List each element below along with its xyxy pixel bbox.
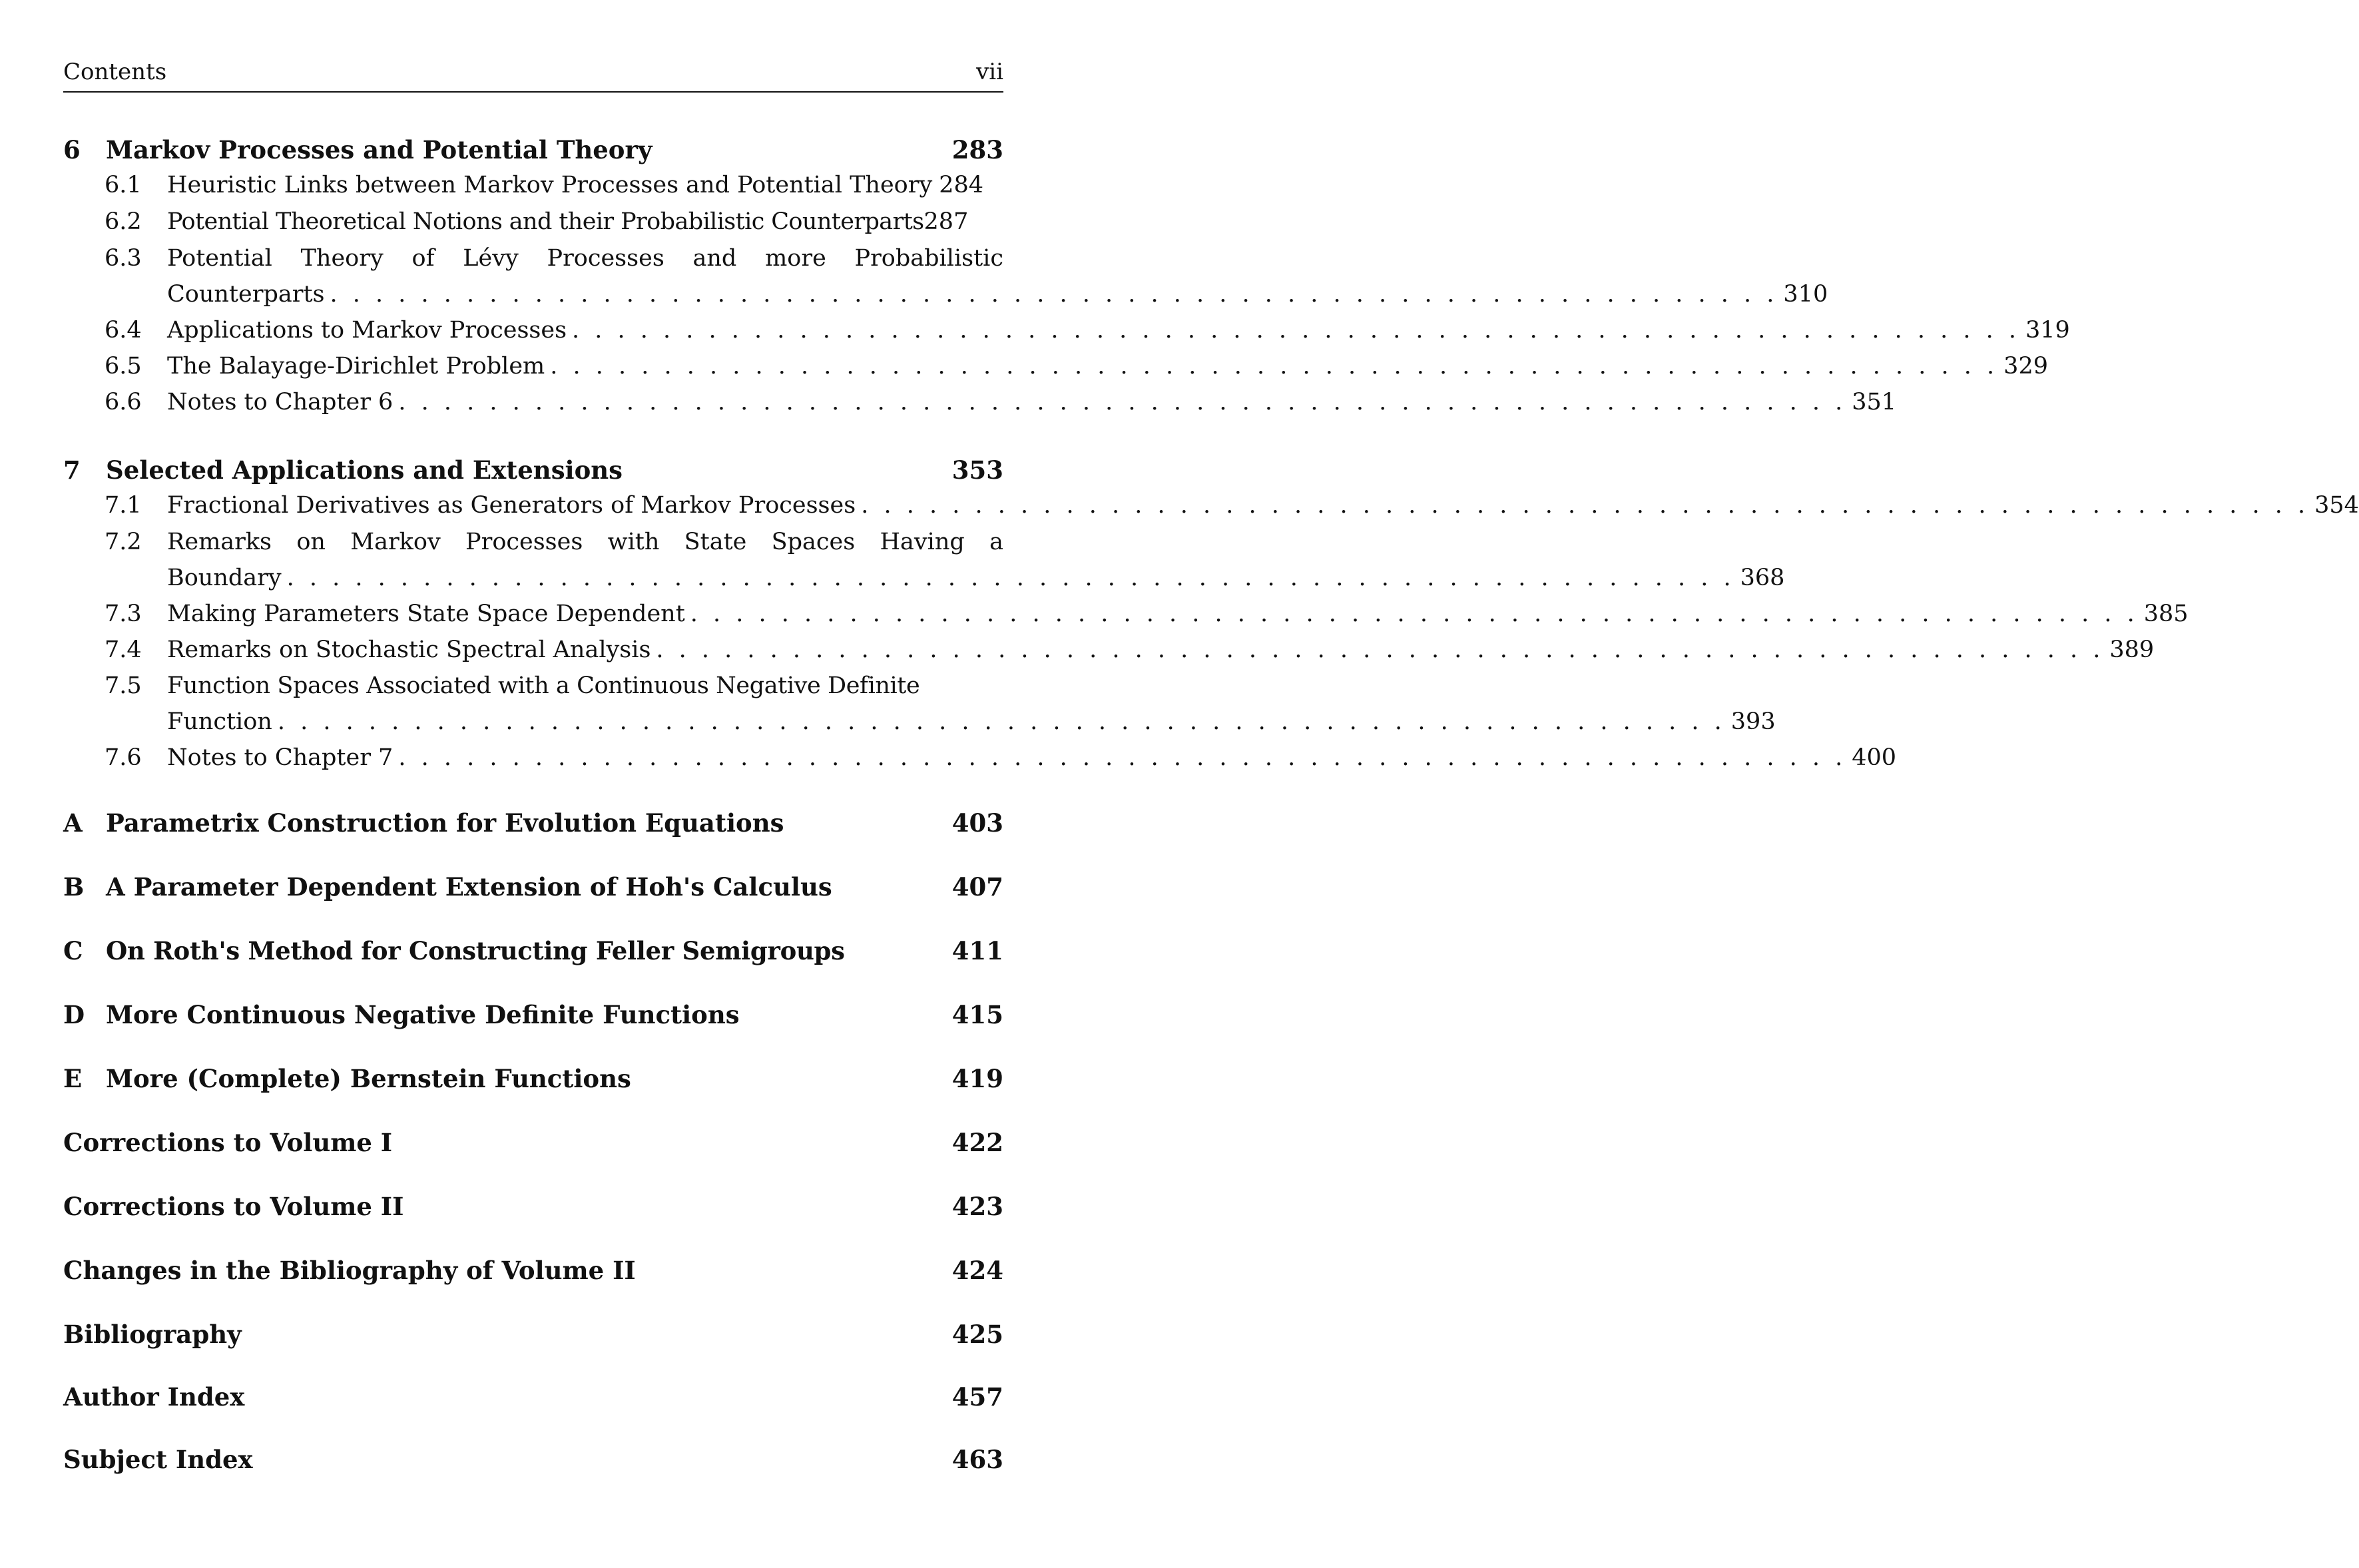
section-page: 310 — [1783, 281, 1828, 308]
toc-section-7-4[interactable] — [63, 637, 2155, 663]
running-head — [63, 59, 1003, 85]
title-word: State — [684, 529, 747, 555]
appendix-letter: D — [63, 1000, 85, 1029]
title-word: Probabilistic — [854, 245, 1003, 272]
section-page: 354 — [2314, 492, 2359, 519]
section-number: 7.6 — [105, 744, 142, 771]
toc-section-6-3-cont[interactable] — [63, 281, 1828, 308]
title-word: Spaces — [771, 529, 856, 555]
dot-leader: . . . . . . . . . . . . . . . . . . . . . . . . . . . . . . . . . . . . . . . . . . . . . . . . . . . . . . . . . . . . . . . . — [286, 565, 1735, 591]
chapter-number: 6 — [63, 135, 81, 164]
section-number: 6.4 — [105, 317, 142, 344]
section-page: 351 — [1852, 389, 1897, 415]
title-word: on — [296, 529, 326, 555]
section-title-line-1 — [167, 529, 1003, 555]
toc-section-6-6[interactable] — [63, 389, 1897, 415]
toc-corrections-volume-2[interactable] — [63, 1192, 1003, 1221]
dot-leader: . . . . . . . . . . . . . . . . . . . . . . . . . . . . . . . . . . . . . . . . . . . . . . . . . . . . . . . . . . . . . . . . — [550, 353, 1999, 380]
toc-section-7-6[interactable] — [63, 744, 1897, 771]
chapter-number: 7 — [63, 455, 81, 485]
entry-title: Subject Index — [63, 1445, 253, 1474]
section-title: Remarks on Stochastic Spectral Analysis — [167, 637, 651, 663]
section-page: 400 — [1852, 744, 1897, 771]
toc-chapter-6[interactable] — [63, 135, 1003, 164]
section-page: 284 — [939, 172, 984, 198]
page-number: vii — [976, 59, 1003, 85]
section-title: Notes to Chapter 7 — [167, 744, 393, 771]
toc-section-7-5[interactable] — [63, 672, 1003, 699]
toc-section-7-1[interactable] — [63, 492, 2359, 519]
chapter-title: Markov Processes and Potential Theory — [106, 135, 653, 164]
toc-section-6-2[interactable] — [63, 208, 1003, 235]
title-word: Lévy — [463, 245, 519, 272]
appendix-title: On Roth's Method for Constructing Feller Semigroups — [106, 936, 845, 965]
entry-page: 425 — [951, 1320, 1003, 1349]
appendix-page: 411 — [951, 936, 1003, 965]
entry-page: 423 — [951, 1192, 1003, 1221]
title-word: Having — [880, 529, 965, 555]
section-number: 7.5 — [105, 672, 142, 699]
chapter-page: 283 — [951, 135, 1003, 164]
appendix-letter: B — [63, 872, 85, 902]
toc-section-7-2[interactable] — [63, 529, 1003, 555]
title-word: more — [765, 245, 826, 272]
toc-appendix-d[interactable] — [63, 1000, 1003, 1029]
title-word: Remarks — [167, 529, 272, 555]
toc-bibliography[interactable] — [63, 1320, 1003, 1349]
section-title: Notes to Chapter 6 — [167, 389, 393, 415]
section-title: Potential Theoretical Notions and their Probabilistic Counterparts — [167, 208, 924, 235]
toc-section-6-5[interactable] — [63, 353, 2048, 380]
section-number: 6.1 — [105, 172, 142, 198]
section-number: 7.3 — [105, 601, 142, 627]
section-title: The Balayage-Dirichlet Problem — [167, 353, 545, 380]
section-page: 368 — [1740, 565, 1785, 591]
toc-section-6-4[interactable] — [63, 317, 2070, 344]
section-page: 287 — [923, 208, 969, 235]
title-word: of — [411, 245, 435, 272]
toc-appendix-c[interactable] — [63, 936, 1003, 965]
appendix-page: 419 — [951, 1064, 1003, 1093]
toc-chapter-7[interactable] — [63, 455, 1003, 485]
chapter-page: 353 — [951, 455, 1003, 485]
title-word: a — [989, 529, 1003, 555]
entry-title: Bibliography — [63, 1320, 242, 1349]
entry-title: Corrections to Volume II — [63, 1192, 404, 1221]
title-word: and — [692, 245, 737, 272]
title-word: Processes — [547, 245, 664, 272]
dot-leader: . . . . . . . . . . . . . . . . . . . . . . . . . . . . . . . . . . . . . . . . . . . . . . . . . . . . . . . . . . . . . . . . — [398, 744, 1847, 771]
toc-section-6-3[interactable] — [63, 245, 1003, 272]
toc-page — [63, 0, 2359, 1568]
section-number: 7.4 — [105, 637, 142, 663]
header-rule — [63, 91, 1003, 93]
appendix-title: More Continuous Negative Definite Functions — [106, 1000, 740, 1029]
toc-section-7-2-cont[interactable] — [63, 565, 1785, 591]
section-title: Fractional Derivatives as Generators of Markov Processes — [167, 492, 856, 519]
section-title-line-2: Boundary — [167, 565, 282, 591]
section-title: Applications to Markov Processes — [167, 317, 567, 344]
toc-appendix-b[interactable] — [63, 872, 1003, 902]
section-number: 6.5 — [105, 353, 142, 380]
toc-section-7-3[interactable] — [63, 601, 2189, 627]
title-word: Markov — [350, 529, 441, 555]
title-word: Processes — [465, 529, 583, 555]
toc-corrections-volume-1[interactable] — [63, 1128, 1003, 1157]
appendix-title: A Parameter Dependent Extension of Hoh's Calculus — [106, 872, 832, 902]
toc-section-7-5-cont[interactable] — [63, 708, 1776, 735]
title-word: with — [607, 529, 660, 555]
dot-leader: . . . . . . . . . . . . . . . . . . . . . . . . . . . . . . . . . . . . . . . . . . . . . . . . . . . . . . . . . . . . . . . . — [861, 492, 2310, 519]
section-title-line-1 — [167, 245, 1003, 272]
section-title-line-2: Function — [167, 708, 272, 735]
dot-leader: . . . . . . . . . . . . . . . . . . . . . . . . . . . . . . . . . . . . . . . . . . . . . . . . . . . . . . . . . . . . . . . . — [572, 317, 2020, 344]
appendix-title: Parametrix Construction for Evolution Equations — [106, 808, 784, 838]
section-number: 6.2 — [105, 208, 142, 235]
entry-page: 463 — [951, 1445, 1003, 1474]
toc-bibliography-changes[interactable] — [63, 1256, 1003, 1285]
appendix-letter: E — [63, 1064, 83, 1093]
appendix-title: More (Complete) Bernstein Functions — [106, 1064, 631, 1093]
dot-leader: . . . . . . . . . . . . . . . . . . . . . . . . . . . . . . . . . . . . . . . . . . . . . . . . . . . . . . . . . . . . . . . . — [656, 637, 2105, 663]
section-page: 329 — [2003, 353, 2048, 380]
entry-page: 424 — [951, 1256, 1003, 1285]
entry-page: 457 — [951, 1382, 1003, 1412]
section-title-line-2: Counterparts — [167, 281, 325, 308]
section-number: 7.2 — [105, 529, 142, 555]
dot-leader: . . . . . . . . . . . . . . . . . . . . . . . . . . . . . . . . . . . . . . . . . . . . . . . . . . . . . . . . . . . . . . . . — [398, 389, 1847, 415]
toc-appendix-e[interactable] — [63, 1064, 1003, 1093]
toc-author-index[interactable] — [63, 1382, 1003, 1412]
section-title: Making Parameters State Space Dependent — [167, 601, 685, 627]
dot-leader: . . . . . . . . . . . . . . . . . . . . . . . . . . . . . . . . . . . . . . . . . . . . . . . . . . . . . . . . . . . . . . . . — [330, 281, 1778, 308]
title-word: Theory — [300, 245, 384, 272]
toc-section-6-1[interactable] — [63, 172, 1003, 198]
section-number: 6.6 — [105, 389, 142, 415]
toc-appendix-a[interactable] — [63, 808, 1003, 838]
entry-title: Author Index — [63, 1382, 245, 1412]
section-title: Heuristic Links between Markov Processes and Potential Theory — [167, 172, 933, 198]
appendix-page: 403 — [951, 808, 1003, 838]
running-head-title: Contents — [63, 59, 167, 85]
dot-leader: . . . . . . . . . . . . . . . . . . . . . . . . . . . . . . . . . . . . . . . . . . . . . . . . . . . . . . . . . . . . . . . . — [277, 708, 1726, 735]
appendix-page: 415 — [951, 1000, 1003, 1029]
appendix-letter: A — [63, 808, 83, 838]
section-number: 6.3 — [105, 245, 142, 272]
section-page: 393 — [1730, 708, 1776, 735]
title-word: Potential — [167, 245, 272, 272]
section-page: 389 — [2109, 637, 2155, 663]
section-page: 319 — [2025, 317, 2070, 344]
entry-title: Corrections to Volume I — [63, 1128, 393, 1157]
appendix-page: 407 — [951, 872, 1003, 902]
toc-subject-index[interactable] — [63, 1445, 1003, 1474]
entry-title: Changes in the Bibliography of Volume II — [63, 1256, 636, 1285]
section-page: 385 — [2143, 601, 2189, 627]
section-number: 7.1 — [105, 492, 142, 519]
entry-page: 422 — [951, 1128, 1003, 1157]
dot-leader: . . . . . . . . . . . . . . . . . . . . . . . . . . . . . . . . . . . . . . . . . . . . . . . . . . . . . . . . . . . . . . . . — [690, 601, 2139, 627]
section-title-line-1: Function Spaces Associated with a Continuous Negative Definite — [167, 672, 920, 699]
chapter-title: Selected Applications and Extensions — [106, 455, 623, 485]
appendix-letter: C — [63, 936, 83, 965]
